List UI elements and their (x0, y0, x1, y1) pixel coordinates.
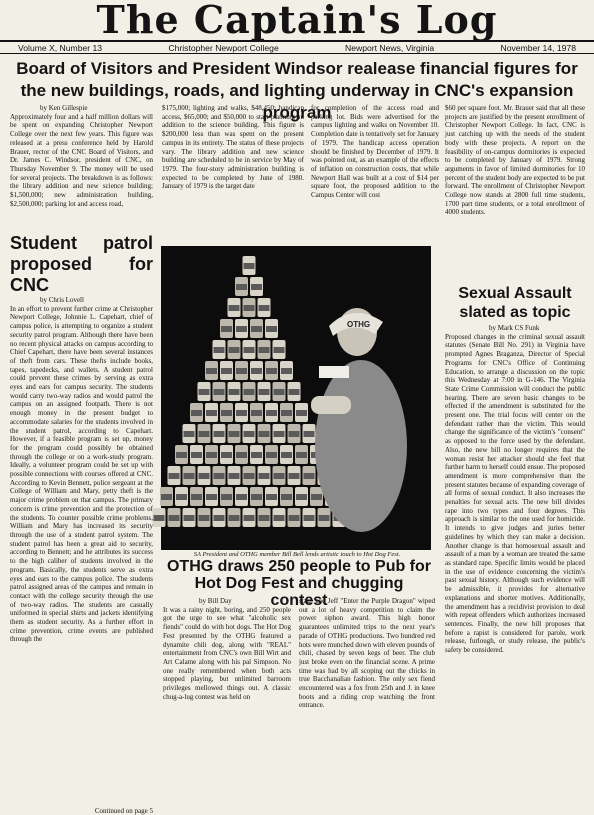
beer-can-label (274, 389, 285, 395)
beer-can-label (199, 515, 210, 521)
main-story-column-4 (445, 104, 585, 280)
photo-illustration (161, 246, 431, 550)
othg-column-1 (163, 597, 291, 795)
beer-can-label (206, 494, 217, 500)
beer-can-label (236, 410, 247, 416)
beer-can-label (229, 389, 240, 395)
beer-can-label (251, 452, 262, 458)
beer-can-label (304, 473, 315, 479)
beer-can-label (221, 326, 232, 332)
newspaper-title: The Captain's Log (96, 0, 498, 42)
patrol-story-text: In an effort to prevent further crime at Christopher Newport College, Johnnie L. Capehart, chief of campus police, is attempting to organize a student security patrol program. Although there have been no recent physical attacks on campus according to Chief Capehart, there have been several instances of theft from cars. These thefts include books, tapes, tapedecks, and wallets. A student patrol could prevent these crimes by serving as extra eyes and ears for campus security. The students would carry two-way radios and would patrol the campus on an assigned footpath. There is not enough money in the present budget to accommodate salaries for the students involved in the student patrol, according to Capehart. However, if a feasible program is set up, money for the program could possibly be obtained through the college or on a work-study program. Ideally, a volunteer program could be set up with possible connections with courses offered at CNC. According to Kevin Bennett, police sergeant at the College of William and Mary, petty theft is the major crime problem on that campus. The primary concern is crime prevention and the protection of the students. To counter possible crime problems, William and Mary has increased its security through the use of a student patrol system. The student patrol has been a great aid to security, according to Bennett; and he attributes its success to the high caliber of students involved in the program. Basically, the students serve as extra eyes and ears to the campus police. The students patrol assigned areas of the campus and remain in contact with the college security through the use of two-way radios. The students are casually uniformed in special shirts and jackets identifying them as student security. As a further effort in crime prevention, crime events are published through the (10, 304, 153, 644)
beer-can-label (259, 389, 270, 395)
beer-can-label (214, 515, 225, 521)
main-story-text-3: for completion of the access road and parking lot. Bids were advertised for the campus lighting and walks on November 10. Completion date is tentatively set for January of 1979. The handicap access operation should be finished by December of 1979. It was pointed out, as an example of the effects of inflation on construction costs, that while Newport Hall was built at a cost of $14 per square foot, the proposed addition to the Campus Center will cost (311, 104, 439, 200)
beer-can-label (214, 347, 225, 353)
beer-can-label (281, 494, 292, 500)
assault-story (445, 284, 585, 794)
beer-can-label (221, 452, 232, 458)
beer-can-label (281, 368, 292, 374)
beer-can-label (199, 431, 210, 437)
beer-can-label (191, 494, 202, 500)
beer-can-label (259, 431, 270, 437)
beer-can-label (229, 515, 240, 521)
othg-headline: OTHG draws 250 people to Pub for Hot Dog Fest and chugging contest (166, 558, 432, 609)
issue-info-bar (0, 40, 594, 54)
beer-can-label (281, 452, 292, 458)
beer-can-label (221, 494, 232, 500)
beer-can-label (229, 431, 240, 437)
beer-can-label (244, 305, 255, 311)
beer-can-label (176, 452, 187, 458)
beer-can-label (169, 515, 180, 521)
beer-can-label (311, 494, 322, 500)
beer-can-label (236, 368, 247, 374)
beer-can-label (259, 305, 270, 311)
beer-can-label (229, 347, 240, 353)
othg-text-1: It was a rainy night, boring, and 250 people got the urge to see what "alcoholic sex fiends" could do with hot dogs. The Hot Dog Fest presented by the OTHG featured a dynamite chili dog, along with "REAL" entertainment from CNC's own Bill Wirt and Art Calame along with his pal Simpson. No one really remembered when both acts stopped playing, but unlimited barroom privileges mellowed things out. A classic chug-a-lug contest was held on (163, 605, 291, 701)
volume-number: Volume X, Number 13 (18, 42, 103, 53)
assault-byline: by Mark CS Funk (489, 324, 540, 332)
beer-can-label (251, 284, 262, 290)
beer-can-label (251, 368, 262, 374)
beer-can-label (229, 473, 240, 479)
assault-story-text: Proposed changes in the criminal sexual assault statutes (Senate Bill No. 291) in Virginia have prompted Agnes Braganza, Director of Special Programs for CNC's Office of Continuing Education, to arrange a discussion on the topic this Wednesday at 7:00 in G-146. The Virginia State Crime Commission will conduct the public hearing. There are seven basic changes to be effected if the amendment is substituted for the present one. The trial focus will center on the defendant rather than the victim. This would change the significance of the victim's "consent" as opposed to the force used by the defendant. Also, the new bill no longer requires that the woman resist her attacker should she feel that further harm to herself could ensue. The proposed amendment is more comprehensive than the present statutes because of expanding coverage of all forms of sexual conduct. It also increases the penalties for sexual acts. The new bill divides rape into two types and four degrees. This approach is similar to the one used for homicide. It intends to give judges and juries better guidelines by which they can make a decision. Another change is that homosexual assault and assault of a man by a woman are treated the same as standard rape. Specific limits would be placed in the use of evidence concerning the victim's past sexual history. Although such evidence will be admissible, it provides for alternative explanations and shorter motives. Additionally, the amendment has a recidivist provision to deal with repeat offenders which authorizes increased sentences. Finally, the new bill proposes that before a rapist is considered for parole, work release, furlough, or study release, the public's safety be considered. (445, 332, 585, 655)
patrol-story (10, 233, 153, 815)
beer-can-label (304, 431, 315, 437)
beer-can-label (319, 515, 330, 521)
patrol-continued: Continued on page 5 (94, 806, 153, 815)
beer-can-label (214, 389, 225, 395)
school-name: Christopher Newport College (168, 42, 279, 53)
beer-can-label (199, 473, 210, 479)
beer-can-label (266, 368, 277, 374)
othg-byline: by Bill Day (199, 597, 232, 605)
beer-can-label (266, 494, 277, 500)
beer-can-label (184, 431, 195, 437)
beer-can-label (244, 473, 255, 479)
beer-can-label (199, 389, 210, 395)
beer-can-label (259, 515, 270, 521)
beer-can-label (244, 263, 255, 269)
beer-can-label (236, 326, 247, 332)
beer-can-label (169, 473, 180, 479)
hot-dog-fest-photo (161, 246, 431, 550)
beer-can-label (259, 473, 270, 479)
beer-can-label (236, 284, 247, 290)
beer-can-label (214, 473, 225, 479)
assault-headline: Sexual Assault slated as topic (458, 285, 572, 321)
main-story-column-2 (162, 104, 304, 242)
beer-can-label (221, 410, 232, 416)
beer-can-label (236, 494, 247, 500)
beer-can-label (281, 410, 292, 416)
beer-can-label (161, 494, 172, 500)
beer-can-label (244, 431, 255, 437)
beer-can-label (296, 452, 307, 458)
beer-can-label (266, 326, 277, 332)
beer-can-label (206, 410, 217, 416)
beer-can-label (289, 515, 300, 521)
beer-can-label (154, 515, 165, 521)
beer-can-label (274, 347, 285, 353)
beer-can-label (244, 389, 255, 395)
beer-can-label (206, 452, 217, 458)
beer-can-label (244, 515, 255, 521)
beer-can-label (251, 494, 262, 500)
beer-can-label (184, 515, 195, 521)
beer-can-label (289, 431, 300, 437)
beer-can-label (266, 410, 277, 416)
beer-can-label (304, 515, 315, 521)
location: Newport News, Virginia (345, 42, 435, 53)
beer-can-label (244, 347, 255, 353)
photo-caption: SA President and OTHG member Bill Bell lends artistic touch to Hot Dog Fest. (193, 551, 401, 558)
main-story-text-4: $60 per square foot. Mr. Brauer said that all these projects are justified by the present enrollment of Christopher Newport College. In fact, CNC is just catching up with the needs of the student body with these projects. A report on the feasibility of on-campus dormitories is expected to be completed by January of 1979. Strong arguments in favor of limited dormitories for 10 percent of the student body are expected to be put forward. The enrollment of Christopher Newport College now stands at 2800 full time students, 1700 part time students, or a total enrollment of 4000 students. (445, 104, 585, 217)
main-story-column-1 (10, 104, 153, 226)
beer-can-label (274, 431, 285, 437)
othg-column-2 (299, 597, 435, 795)
main-story-text-1: Approximately four and a half million dollars will be spent on expanding Christopher Newport College over the next few years. This figure was released at a press conference held by Harold Brauer, rector of the CNC Board of Visitors, and Dr. James C. Windsor, president of CNC, on Thursday November 9. The money will be used for several projects. The breakdown is as follows: the library addition and new science building; $1,500,000; new administration building, $2,500,000; parking lot and access road, (10, 112, 153, 208)
patrol-byline: by Chris Lovell (40, 296, 84, 304)
masthead (0, 0, 594, 40)
beer-can-label (236, 452, 247, 458)
beer-can-label (274, 473, 285, 479)
beer-can-label (184, 473, 195, 479)
beer-can-label (221, 368, 232, 374)
othg-text-2: stage and Jeff "Enter the Purple Dragon" wiped out a lot of heavy competition to claim the power siphon award. This high honor guarantees unlimited trips to the next year's parade of OTHG productions. Two hundred red hots were munched down with eleven pounds of chili, chased by seven kegs of beer. The club just broke even on the financial scene. A prime time was had by all scoping out the chicks in true Bacchanalian fashion. The only sex fiend encountered was a fox from 25th and J. in knee boots and a riding crop watching the front entrance. (299, 597, 435, 710)
beer-can-label (289, 473, 300, 479)
beer-can-label (266, 452, 277, 458)
beer-can-label (274, 515, 285, 521)
issue-date: November 14, 1978 (500, 42, 576, 53)
beer-can-label (206, 368, 217, 374)
beer-can-label (229, 305, 240, 311)
beer-can-label (296, 410, 307, 416)
patrol-headline: Student patrol proposed for CNC (10, 233, 153, 295)
beer-can-label (251, 410, 262, 416)
beer-can-label (176, 494, 187, 500)
beer-can-label (191, 452, 202, 458)
beer-can-label (214, 431, 225, 437)
main-story-text-2: $175,000; lighting and walks, $48,450; handicap access, $65,000; and $50,000 to start planning an addition to the science building. This figure is $200,000 less than was spent on the present campus in its entirety. The status of these projects vary. The library addition and new science building are scheduled to be in service by May of 1979. The four-story administration building is expected to be completed by June of 1980. January of 1979 is the target date (162, 104, 304, 191)
beer-can-label (296, 494, 307, 500)
beer-can-label (251, 326, 262, 332)
beer-can-label (259, 347, 270, 353)
hat-text: OTHG (347, 320, 371, 329)
main-byline: by Ken Gillespie (40, 104, 88, 112)
main-story-column-3 (311, 104, 439, 242)
main-headline: Board of Visitors and President Windsor realease financial figures for the new buildings, roads, and lighting underway in CNC's expansion program (16, 59, 578, 122)
beer-can-label (191, 410, 202, 416)
beer-can-label (289, 389, 300, 395)
